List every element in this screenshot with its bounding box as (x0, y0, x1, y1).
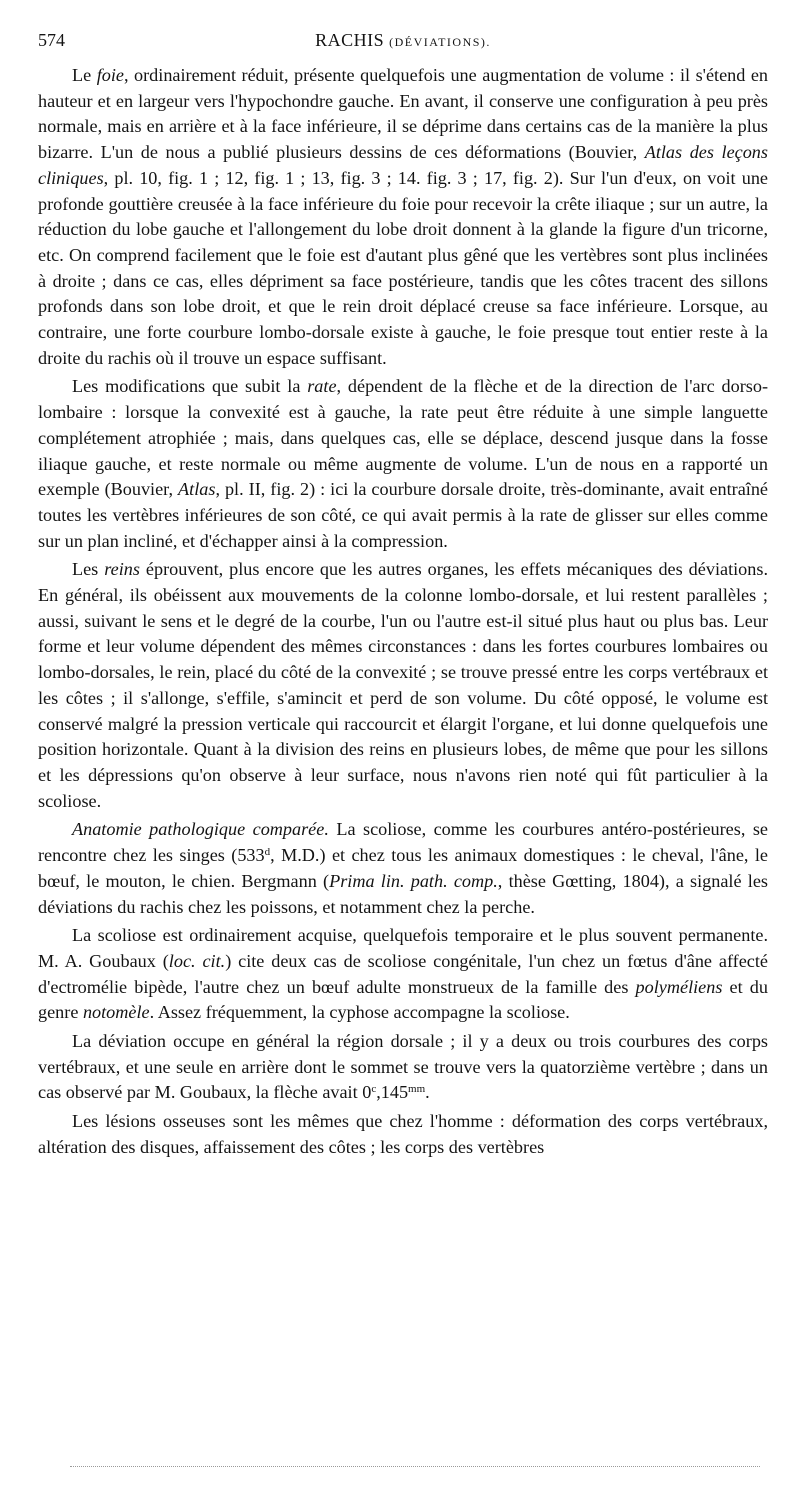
page-number: 574 (38, 30, 65, 50)
text-run: Les (72, 559, 105, 580)
paragraph-rate (38, 374, 768, 554)
text-run: éprouvent, plus encore que les autres organes, les effets mécaniques des déviations. En général, ils obéissent aux mouvements de la colonne lombo-dorsale, et lui restent parallèles ; aussi, suivant le sens et le degré de la courbe, l'un ou l'autre est-il situé plus haut ou plus bas. Leur forme et leur volume dépendent des mêmes circonstances : dans les fortes courbures lombaires ou lombo-dorsales, le rein, placé du côté de la convexité ; se trouve pressé entre les corps vertébraux et les côtes ; il s'allonge, s'effile, s'amincit et perd de son volume. Du côté opposé, le volume est conservé malgré la pression verticale qui raccourcit et élargit l'organe, et lui donne quelquefois une position horizontale. Quant à la division des reins en plusieurs lobes, de même que pour les sillons et les dépressions qu'on observe à leur surface, nous n'avons rien noté qui fût particulier à la scoliose. (38, 559, 768, 811)
paragraph-foie (38, 63, 768, 371)
paragraph-anatomie-comparee (38, 817, 768, 920)
text-run: Les modifications que subit la (72, 376, 308, 397)
text-run: La scoliose est ordinairement acquise, quelquefois temporaire et le plus souvent permanente. M. A. Goubaux ( (38, 925, 768, 971)
text-run: La scoliose, comme les courbures antéro-postérieures, se rencontre chez les singes (533 (38, 819, 768, 866)
italic-term: reins (104, 559, 140, 580)
italic-term: notomèle (82, 1002, 150, 1023)
superscript: d (264, 846, 271, 859)
italic-term: rate (307, 376, 337, 397)
italic-term: foie (96, 65, 124, 85)
running-head-subtitle: (DÉVIATIONS). (389, 35, 491, 49)
paragraph-lesions-osseuses (38, 1109, 768, 1160)
text-run: et du genre (38, 976, 768, 1023)
page-header (38, 30, 768, 56)
text-run: , thèse Gœtting, 1804), a signalé les déviations du rachis chez les poissons, et notamment chez la perche. (38, 870, 768, 917)
text-run: . Assez fréquemment, la cyphose accompagne la scoliose. (149, 1002, 570, 1023)
text-run: , ordinairement réduit, présente quelquefois une augmentation de volume : il s'étend en hauteur et en largeur vers l'hypochondre gauche. En avant, il conserve une configuration à peu près normale, mais en arrière et à la face inférieure, il se déprime dans certains cas de la manière la plus bizarre. L'un de nous a publié plusieurs dessins de ces déformations (Bouvier, (38, 65, 768, 163)
paragraph-scoliose-acquise (38, 923, 768, 1026)
section-heading-italic: Anatomie pathologique comparée. (72, 819, 329, 840)
text-run: , M.D.) et chez tous les animaux domestiques : le cheval, l'âne, le bœuf, le mouton, le chien. Bergmann ( (38, 845, 768, 891)
text-run: Les lésions osseuses sont les mêmes que chez l'homme : déformation des corps vertébraux, altération des disques, affaissement des côtes ; les corps des vertèbres (38, 1111, 768, 1157)
italic-citation: Atlas (178, 479, 216, 500)
superscript: c (371, 1083, 377, 1096)
italic-citation: loc. cit. (168, 950, 226, 971)
running-head-title: RACHIS (315, 30, 385, 50)
paragraph-deviation-dorsale (38, 1029, 768, 1106)
text-run: , dépendent de la flèche et de la direction de l'arc dorso-lombaire : lorsque la convexité est à gauche, la rate peut être réduite à une simple languette complétement atrophiée ; mais, dans quelques cas, elle se déplace, descend jusque dans la fosse iliaque gauche, et reste normale ou même augmente de volume. L'un de nous en a rapporté un exemple (Bouvier, (38, 376, 769, 500)
text-run: ) cite deux cas de scoliose congénitale, l'un chez un fœtus d'âne affecté d'ectromélie bipède, l'autre chez un bœuf adulte monstrueux de la famille des (38, 950, 769, 997)
text-run: Le (72, 65, 97, 85)
text-run: , pl. II, fig. 2) : ici la courbure dorsale droite, très-dominante, avait entraîné toutes les vertèbres inférieures de son côté, ce qui avait permis à la rate de glisser sur elles comme sur un plan incliné, et d'échapper ainsi à la compression. (38, 479, 768, 551)
text-run: La déviation occupe en général la région dorsale ; il y a deux ou trois courbures des corps vertébraux, et une seule en arrière dont le sommet se trouve vers la quatorzième vertèbre ; dans un cas observé par M. Goubaux, la flèche avait 0 (38, 1031, 768, 1103)
running-head (38, 30, 768, 51)
paragraph-reins (38, 557, 768, 814)
italic-citation: Atlas des leçons cliniques (38, 142, 768, 188)
text-run: , pl. 10, fig. 1 ; 12, fig. 1 ; 13, fig. 3 ; 14. fig. 3 ; 17, fig. 2). Sur l'un d'eux, on voit une profonde gouttière creusée à la face inférieure du foie pour recevoir la crête iliaque ; sur un autre, la réduction du lobe gauche et l'allongement du lobe droit donnent à la glande la figure d'un tricorne, etc. On comprend facilement que le foie est d'autant plus gêné que les vertèbres sont plus inclinées à droite ; dans ce cas, elles dépriment sa face postérieure, tandis que les côtes tracent des sillons profonds dans son lobe droit, et que le rein droit déplacé creuse sa face inférieure. Lorsque, au contraire, une forte courbure lombo-dorsale existe à gauche, le foie presque tout entier reste à la droite du rachis où il trouve un espace suffisant. (38, 167, 768, 368)
italic-term: polyméliens (635, 976, 723, 997)
italic-citation: Prima lin. path. comp. (329, 870, 498, 891)
page-body (38, 63, 768, 1161)
text-run: ,145 (376, 1082, 409, 1103)
superscript: mm (408, 1083, 426, 1096)
text-run: . (425, 1082, 430, 1103)
footer-dotted-rule (70, 1466, 760, 1467)
